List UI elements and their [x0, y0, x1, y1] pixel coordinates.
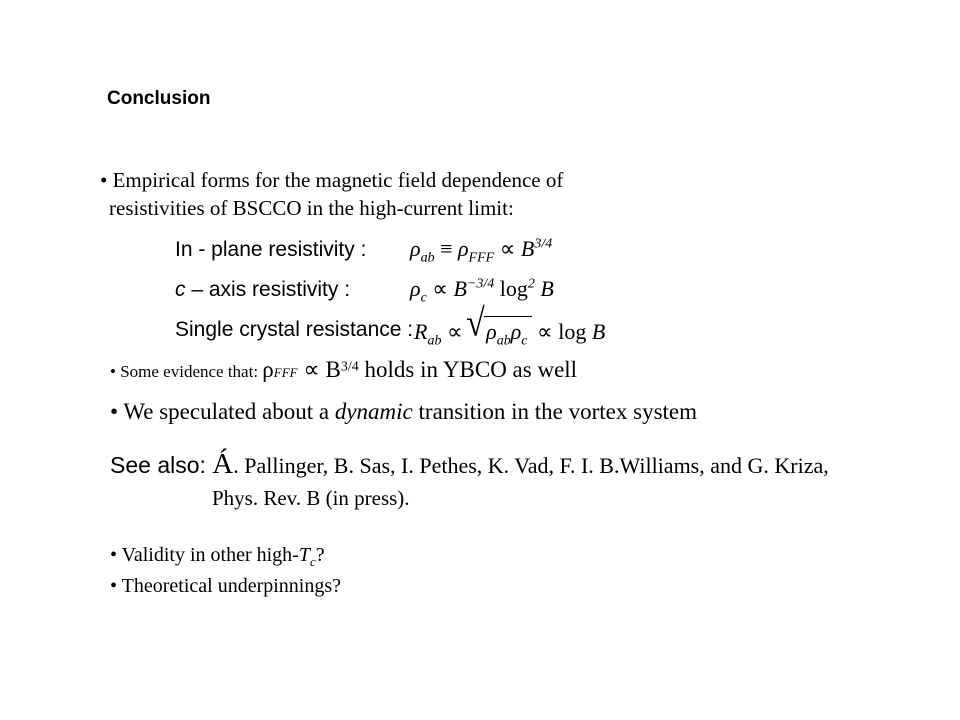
c-axis-label: [175, 278, 350, 302]
rho-subscript: FFF: [273, 365, 298, 380]
in-plane-label: In - plane resistivity :: [175, 238, 367, 261]
question-validity-t: T: [298, 544, 310, 566]
bullet-dynamic-transition: [110, 399, 697, 425]
single-crystal-label: Single crystal resistance :: [175, 318, 414, 341]
rho-symbol: ρ: [262, 357, 274, 382]
c-axis-label-text: – axis resistivity :: [185, 278, 351, 301]
bullet-empirical-forms: [100, 166, 563, 222]
see-also-label: See also:: [110, 452, 213, 478]
open-questions: [110, 543, 341, 599]
bullet-empirical-line1: • Empirical forms for the magnetic field dependence of: [100, 168, 564, 192]
bullet-empirical-line2: resistivities of BSCCO in the high-current limit:: [109, 196, 514, 220]
proportional-b: ∝ B: [297, 357, 341, 382]
see-also-reference: [110, 448, 829, 481]
question-validity-prefix: • Validity in other high-: [110, 544, 299, 566]
single-crystal-formula: $R_{ab}$ ∝ √ $\rho_{ab}\rho_c \propto \log B$: [414, 316, 605, 349]
bullet-ybco-evidence: [110, 357, 577, 383]
see-also-journal: Phys. Rev. B (in press).: [212, 486, 410, 510]
question-validity: [110, 543, 341, 574]
question-validity-sub: c: [309, 554, 316, 569]
bullet-dynamic-prefix: • We speculated about a: [110, 399, 335, 424]
c-axis-letter: c: [175, 278, 186, 301]
in-plane-formula: $\rho_{ab} \equiv \rho_{FFF} \propto B^{3/4}$: [410, 236, 553, 266]
bullet-ybco-suffix: holds in YBCO as well: [358, 357, 578, 382]
see-also-accent-letter: Á: [212, 448, 234, 480]
c-axis-formula: $\rho_c \propto B^{-3/4}$ $\log^2 B$: [410, 276, 554, 306]
exponent: 3/4: [340, 359, 359, 375]
bullet-ybco-prefix: • Some evidence that:: [110, 362, 263, 381]
question-validity-suffix: ?: [315, 544, 325, 566]
see-also-authors: . Pallinger, B. Sas, I. Pethes, K. Vad, F. I. B.Williams, and G. Kriza,: [233, 453, 829, 478]
slide-title: Conclusion: [107, 88, 211, 109]
bullet-dynamic-italic: dynamic: [334, 399, 413, 424]
bullet-dynamic-suffix: transition in the vortex system: [412, 399, 698, 424]
question-theory: • Theoretical underpinnings?: [110, 575, 342, 597]
